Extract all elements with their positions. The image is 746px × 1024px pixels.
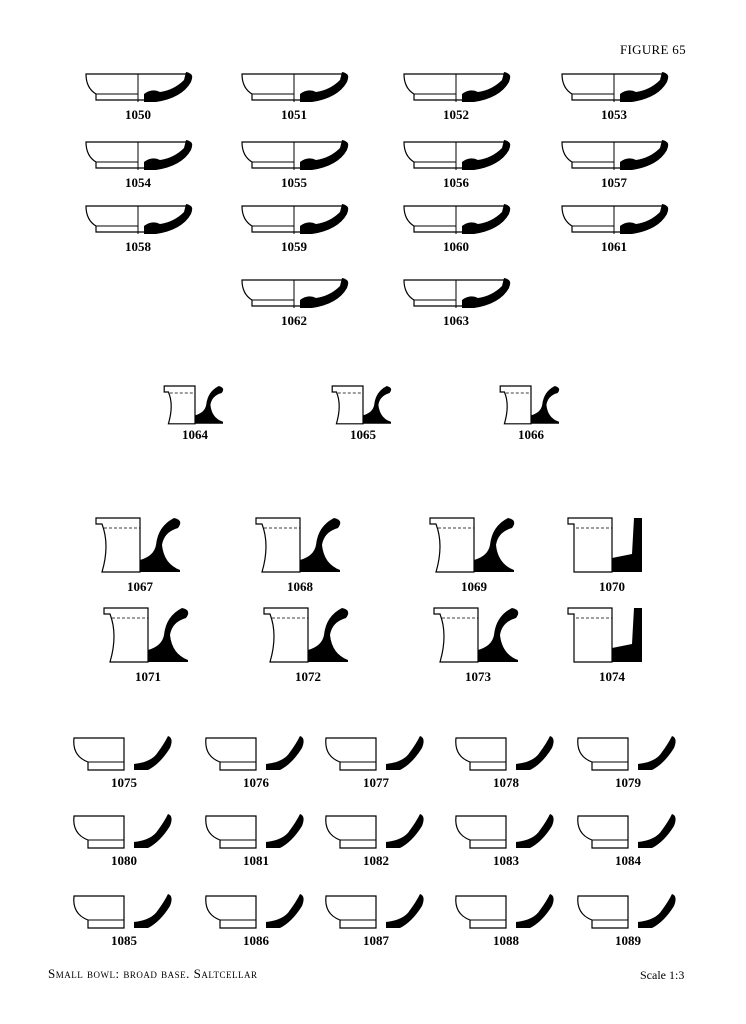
vessel-drawing (398, 196, 514, 260)
bowl-section (300, 72, 348, 102)
catalogue-number: 1088 (493, 933, 519, 948)
saltcellar-outline (430, 518, 474, 572)
bowl-section (266, 814, 304, 848)
vessel-drawing (552, 602, 672, 684)
bowl-section (462, 72, 510, 102)
bowl-section (386, 814, 424, 848)
catalogue-number: 1080 (111, 853, 137, 868)
bowl-section (462, 278, 510, 308)
catalogue-number: 1069 (461, 579, 487, 594)
vessel-drawing (556, 196, 672, 260)
figure-label: FIGURE 65 (620, 42, 686, 57)
saltcellar-section (140, 518, 180, 572)
catalogue-number: 1074 (599, 669, 625, 684)
vessel-drawing (570, 732, 686, 796)
vessel-profile (570, 890, 686, 932)
catalogue-number: 1086 (243, 933, 269, 948)
vessel-profile (236, 64, 352, 106)
bowl-section (638, 894, 676, 928)
catalogue-number: 1078 (493, 775, 519, 790)
vessel-profile (418, 602, 538, 668)
vessel-profile (66, 890, 182, 932)
saltcellar-outline (264, 608, 308, 662)
vessel-profile (240, 512, 360, 578)
vessel-drawing (66, 890, 182, 954)
saltcellar-outline (164, 386, 195, 424)
vessel-profile (398, 270, 514, 312)
vessel-drawing (236, 270, 352, 334)
vessel-profile (80, 512, 200, 578)
catalogue-number: 1073 (465, 669, 491, 684)
catalogue-number: 1077 (363, 775, 389, 790)
bowl-section (144, 140, 192, 170)
catalogue-number: 1087 (363, 933, 389, 948)
saltcellar-outline (568, 608, 612, 662)
vessel-profile (448, 890, 564, 932)
vessel-profile (66, 810, 182, 852)
bowl-section (638, 736, 676, 770)
catalogue-number: 1082 (363, 853, 389, 868)
vessel-drawing (88, 602, 208, 684)
saltcellar-outline (500, 386, 531, 424)
catalogue-number: 1068 (287, 579, 313, 594)
bowl-section (620, 72, 668, 102)
bowl-outline (578, 816, 628, 848)
saltcellar-outline (96, 518, 140, 572)
vessel-drawing (236, 196, 352, 260)
vessel-profile (88, 602, 208, 668)
saltcellar-section (474, 518, 514, 572)
vessel-drawing (236, 64, 352, 128)
saltcellar-outline (256, 518, 300, 572)
vessel-profile (556, 64, 672, 106)
bowl-section (300, 278, 348, 308)
catalogue-number: 1054 (125, 175, 151, 190)
bowl-outline (456, 816, 506, 848)
saltcellar-section (195, 386, 223, 424)
bowl-outline (74, 816, 124, 848)
bowl-outline (456, 896, 506, 928)
saltcellar-section (612, 608, 642, 662)
catalogue-number: 1072 (295, 669, 321, 684)
saltcellar-outline (332, 386, 363, 424)
bowl-section (266, 736, 304, 770)
bowl-section (266, 894, 304, 928)
bowl-section (462, 204, 510, 234)
catalogue-number: 1067 (127, 579, 153, 594)
bowl-section (516, 894, 554, 928)
vessel-profile (198, 810, 314, 852)
vessel-drawing (448, 890, 564, 954)
saltcellar-section (478, 608, 518, 662)
scale-note: Scale 1:3 (640, 968, 685, 982)
catalogue-number: 1070 (599, 579, 625, 594)
bowl-section (134, 894, 172, 928)
catalogue-number: 1075 (111, 775, 137, 790)
bowl-outline (74, 738, 124, 770)
vessel-drawing (198, 732, 314, 796)
vessel-drawing (418, 602, 538, 684)
vessel-profile (80, 64, 196, 106)
bowl-section (386, 894, 424, 928)
catalogue-number: 1053 (601, 107, 627, 122)
vessel-drawing (318, 890, 434, 954)
vessel-drawing (398, 132, 514, 196)
catalogue-number: 1050 (125, 107, 151, 122)
catalogue-number: 1063 (443, 313, 469, 328)
catalogue-number: 1076 (243, 775, 269, 790)
vessel-profile (552, 602, 672, 668)
figure-caption: Small bowl: broad base. Saltcellar (48, 966, 258, 981)
vessel-drawing (318, 732, 434, 796)
vessel-drawing (486, 380, 576, 444)
vessel-drawing (448, 810, 564, 874)
catalogue-number: 1061 (601, 239, 627, 254)
saltcellar-section (148, 608, 188, 662)
bowl-section (134, 736, 172, 770)
bowl-section (462, 140, 510, 170)
catalogue-number: 1057 (601, 175, 627, 190)
catalogue-number: 1064 (182, 427, 208, 442)
vessel-drawing (556, 132, 672, 196)
vessel-drawing (448, 732, 564, 796)
vessel-drawing (570, 810, 686, 874)
catalogue-number: 1085 (111, 933, 137, 948)
bowl-section (300, 204, 348, 234)
vessel-drawing (318, 810, 434, 874)
catalogue-number: 1065 (350, 427, 376, 442)
vessel-drawing (398, 270, 514, 334)
bowl-section (144, 204, 192, 234)
bowl-outline (326, 816, 376, 848)
saltcellar-outline (568, 518, 612, 572)
catalogue-number: 1060 (443, 239, 469, 254)
vessel-profile (318, 810, 434, 852)
vessel-profile (198, 890, 314, 932)
bowl-outline (206, 896, 256, 928)
vessel-profile (570, 732, 686, 774)
saltcellar-section (363, 386, 391, 424)
bowl-section (620, 204, 668, 234)
saltcellar-outline (434, 608, 478, 662)
vessel-drawing (398, 64, 514, 128)
vessel-drawing (80, 132, 196, 196)
vessel-profile (486, 380, 576, 426)
catalogue-number: 1056 (443, 175, 469, 190)
bowl-outline (206, 738, 256, 770)
bowl-section (134, 814, 172, 848)
vessel-profile (556, 196, 672, 238)
vessel-profile (448, 810, 564, 852)
bowl-section (516, 814, 554, 848)
vessel-profile (318, 380, 408, 426)
bowl-outline (578, 896, 628, 928)
saltcellar-section (300, 518, 340, 572)
vessel-drawing (570, 890, 686, 954)
vessel-profile (448, 732, 564, 774)
vessel-profile (552, 512, 672, 578)
vessel-drawing (414, 512, 534, 594)
bowl-section (386, 736, 424, 770)
vessel-profile (570, 810, 686, 852)
bowl-section (638, 814, 676, 848)
bowl-outline (74, 896, 124, 928)
saltcellar-section (308, 608, 348, 662)
bowl-outline (326, 738, 376, 770)
vessel-drawing (556, 64, 672, 128)
vessel-drawing (236, 132, 352, 196)
bowl-outline (326, 896, 376, 928)
bowl-outline (206, 816, 256, 848)
catalogue-number: 1081 (243, 853, 269, 868)
vessel-drawing (66, 810, 182, 874)
bowl-section (144, 72, 192, 102)
vessel-profile (398, 132, 514, 174)
vessel-drawing (318, 380, 408, 444)
vessel-profile (80, 132, 196, 174)
catalogue-number: 1062 (281, 313, 307, 328)
bowl-section (620, 140, 668, 170)
catalogue-number: 1084 (615, 853, 641, 868)
vessel-drawing (198, 810, 314, 874)
vessel-profile (80, 196, 196, 238)
vessel-profile (236, 132, 352, 174)
vessel-profile (66, 732, 182, 774)
vessel-profile (556, 132, 672, 174)
catalogue-number: 1066 (518, 427, 544, 442)
vessel-drawing (248, 602, 368, 684)
bowl-section (516, 736, 554, 770)
catalogue-number: 1079 (615, 775, 641, 790)
vessel-profile (318, 890, 434, 932)
vessel-profile (398, 64, 514, 106)
vessel-drawing (552, 512, 672, 594)
vessel-drawing (198, 890, 314, 954)
catalogue-number: 1089 (615, 933, 641, 948)
vessel-drawing (80, 64, 196, 128)
vessel-profile (236, 196, 352, 238)
bowl-section (300, 140, 348, 170)
catalogue-number: 1055 (281, 175, 307, 190)
vessel-profile (248, 602, 368, 668)
catalogue-number: 1052 (443, 107, 469, 122)
bowl-outline (578, 738, 628, 770)
saltcellar-section (531, 386, 559, 424)
vessel-drawing (80, 512, 200, 594)
vessel-profile (398, 196, 514, 238)
vessel-drawing (240, 512, 360, 594)
vessel-drawing (66, 732, 182, 796)
catalogue-number: 1058 (125, 239, 151, 254)
vessel-profile (198, 732, 314, 774)
saltcellar-outline (104, 608, 148, 662)
catalogue-number: 1071 (135, 669, 161, 684)
bowl-outline (456, 738, 506, 770)
catalogue-number: 1083 (493, 853, 519, 868)
vessel-drawing (150, 380, 240, 444)
catalogue-number: 1051 (281, 107, 307, 122)
vessel-profile (236, 270, 352, 312)
vessel-profile (414, 512, 534, 578)
saltcellar-section (612, 518, 642, 572)
vessel-drawing (80, 196, 196, 260)
vessel-profile (318, 732, 434, 774)
catalogue-number: 1059 (281, 239, 307, 254)
vessel-profile (150, 380, 240, 426)
